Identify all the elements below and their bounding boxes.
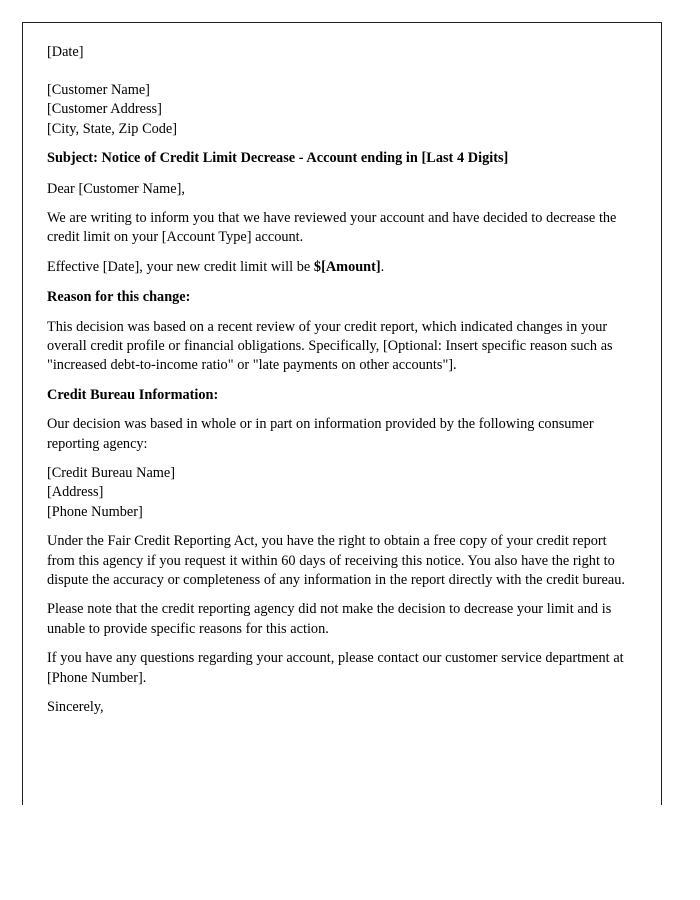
subject-line: Subject: Notice of Credit Limit Decrease - Account ending in [Last 4 Digits] (47, 150, 509, 167)
recipient-name: [Customer Name] (47, 82, 150, 99)
reason-paragraph: This decision was based on a recent review of your credit report, which indicated changes in your overall credit profile or financial obligations. Specifically, [Optional: Insert specific reason such as "increased debt-to-income ratio" or "late payments on other accounts"]. (47, 318, 613, 373)
effective-date-line (47, 258, 630, 277)
date-line: [Date] (47, 44, 84, 60)
effective-line-suffix: . (380, 259, 385, 276)
customer-service-paragraph: If you have any questions regarding your account, please contact our customer service department at [Phone Number]. (47, 650, 624, 686)
salutation: Dear [Customer Name], (47, 180, 185, 197)
recipient-address: [Customer Address] (47, 101, 162, 118)
opening-paragraph: We are writing to inform you that we have reviewed your account and have decided to decrease the credit limit on your [Account Type] account. (47, 210, 617, 246)
credit-bureau-phone: [Phone Number] (47, 503, 143, 520)
credit-bureau-heading: Credit Bureau Information: (47, 386, 219, 403)
closing-salutation: Sincerely, (47, 699, 104, 716)
credit-bureau-address: [Address] (47, 484, 104, 501)
new-credit-limit-amount: $[Amount] (313, 259, 381, 276)
effective-line-prefix: Effective [Date], your new credit limit will be (47, 259, 314, 276)
letter-body (47, 43, 630, 717)
document-page (22, 22, 662, 805)
reason-heading: Reason for this change: (47, 288, 191, 305)
credit-bureau-name: [Credit Bureau Name] (47, 465, 176, 482)
credit-bureau-intro: Our decision was based in whole or in part on information provided by the following consumer reporting agency: (47, 416, 594, 452)
recipient-city-state-zip: [City, State, Zip Code] (47, 120, 178, 137)
credit-bureau-contact-block (47, 464, 630, 522)
recipient-address-block (47, 81, 630, 139)
fcra-rights-paragraph: Under the Fair Credit Reporting Act, you have the right to obtain a free copy of your credit report from this agency if you request it within 60 days of receiving this notice. You also have the right to dispute the accuracy or completeness of any information in the report directly with the credit bureau. (47, 533, 625, 588)
agency-disclaimer-paragraph: Please note that the credit reporting agency did not make the decision to decrease your limit and is unable to provide specific reasons for this action. (47, 601, 612, 637)
